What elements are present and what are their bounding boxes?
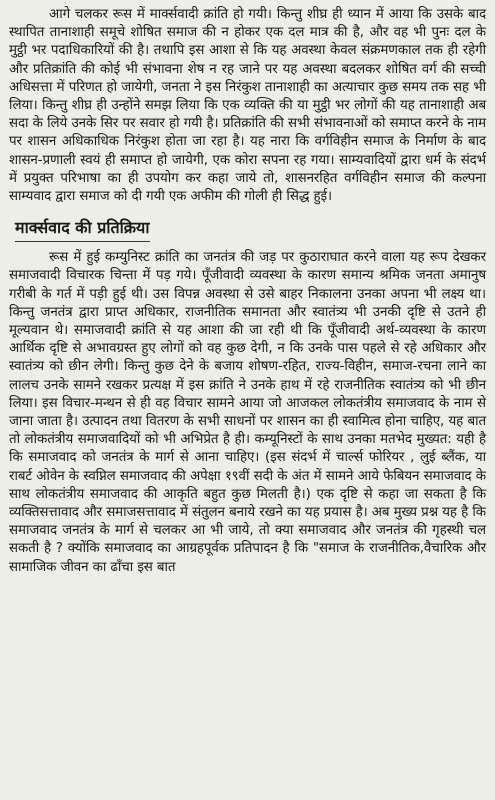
spacer bbox=[9, 206, 486, 211]
paragraph-democratic-socialism: रूस में हुई कम्युनिस्ट क्रांति का जनतंत्र की जड़ पर कुठाराघात करने वाला यह रूप देखकर समाजवादी विचारक चिन्ता में पड़ गये। पूँजीवादी व्यवस्था के कारण समान्य श्रमिक जनता अमानुष गरीबी के गर्त में पड़ी हुई थी। उस विपन्न अवस्था से उसे बाहर निकालना उनका अपना भी लक्ष्य था। किन्तु जनतंत्र द्वारा प्राप्त अधिकार, राजनीतिक समानता और स्वातंत्र्य भी उनकी दृष्टि से उतने ही मूल्यवान थे। समाजवादी क्रांति से यह आशा की जा रही थी कि पूँजीवादी अर्थ-व्यवस्था के कारण आर्थिक दृष्टि से अभावग्रस्त हुए लोगों को वह कुछ देगी, न कि उनके पास पहले से रहे अधिकार और स्वातंत्र्य को छीन लेगी। किन्तु कुछ देने के बजाय शोषण-रहित, राज्य-विहीन, समाज-रचना लाने का लालच उनके सामने रखकर प्रत्यक्ष में इस क्रांति ने उनके हाथ में रहे राजनीतिक स्वातंत्र्य को भी छीन लिया। इस विचार-मन्थन से ही वह विचार सामने आया जो आजकल लोकतंत्रीय समाजवाद के नाम से जाना जाता है। उत्पादन तथा वितरण के सभी साधनों पर शासन का ही स्वामित्व होना चाहिए, यह बात तो लोकतंत्रीय समाजवादियों को भी अभिप्रेत है ही। कम्यूनिस्टों के साथ उनका मतभेद मुख्यत: यही है कि समाजवाद को जनतंत्र के मार्ग से आना चाहिए। (इस संदर्भ में चार्ल्स फोरियर , लुई ब्लैंक, या राबर्ट ओवेन के स्वप्निल समाजवाद की अपेक्षा १९वीं सदी के अंत में सामने आये फेबियन समाजवाद के साथ लोकतंत्रीय समाजवाद की आकृति बहुत कुछ मिलती है।) एक दृष्टि से कहा जा सकता है कि व्यक्तिसत्तावाद और समाजसत्तावाद में संतुलन बनाये रखने का यह प्रयास है। अब मुख्य प्रश्न यह है कि समाजवाद जनतंत्र के मार्ग से चलकर आ भी जाये, तो क्या समाजवाद और जनतंत्र की गृहस्थी चल सकती है ? क्योंकि समाजवाद का आग्रहपूर्वक प्रतिपादन है कि "समाज के राजनीतिक,वैचारिक और सामाजिक जीवन का ढाँचा इस बात bbox=[9, 250, 486, 575]
section-heading: मार्क्सवाद की प्रतिक्रिया bbox=[15, 217, 150, 242]
paragraph-revolution-dictatorship: आगे चलकर रूस में मार्क्सवादी क्रांति हो गयी। किन्तु शीघ्र ही ध्यान में आया कि उसके बाद स्थापित तानाशाही समूचे शोषित समाज की न होकर एक दल मात्र की है, और वह भी पुनः दल के मुट्ठी भर पदाधिकारियों की है। तथापि इस आशा से कि यह अवस्था केवल संक्रमणकाल तक ही रहेगी और प्रतिक्रांति की कोई भी संभावना शेष न रह जाने पर यह अवस्था बदलकर शोषित वर्ग की सच्ची अधिसत्ता में परिणत हो जायेगी, जनता ने इस निरंकुश तानाशाही का अत्याचार कुछ समय तक सह भी लिया। किन्तु शीघ्र ही उन्होंने समझ लिया कि एक व्यक्ति की या मुट्ठी भर लोगों की यह तानाशाही अब सदा के लिये उनके सिर पर सवार हो गयी है। प्रतिक्रांति की सभी संभावनाओं को समाप्त करने के नाम पर शासन अधिकाधिक निरंकुश होता जा रहा है। यह नारा कि वर्गविहीन समाज के निर्माण के बाद शासन-प्रणाली स्वयं ही समाप्त हो जायेगी, एक कोरा सपना रह गया। साम्यवादियों द्वारा धर्म के संदर्भ में प्रयुक्त परिभाषा का ही उपयोग कर कहा जाये तो, शासनरहित वर्गविहीन समाज की कल्पना साम्यवाद द्वारा समाज को दी गयी एक अफीम की गोली ही सिद्ध हुई। bbox=[9, 7, 486, 205]
